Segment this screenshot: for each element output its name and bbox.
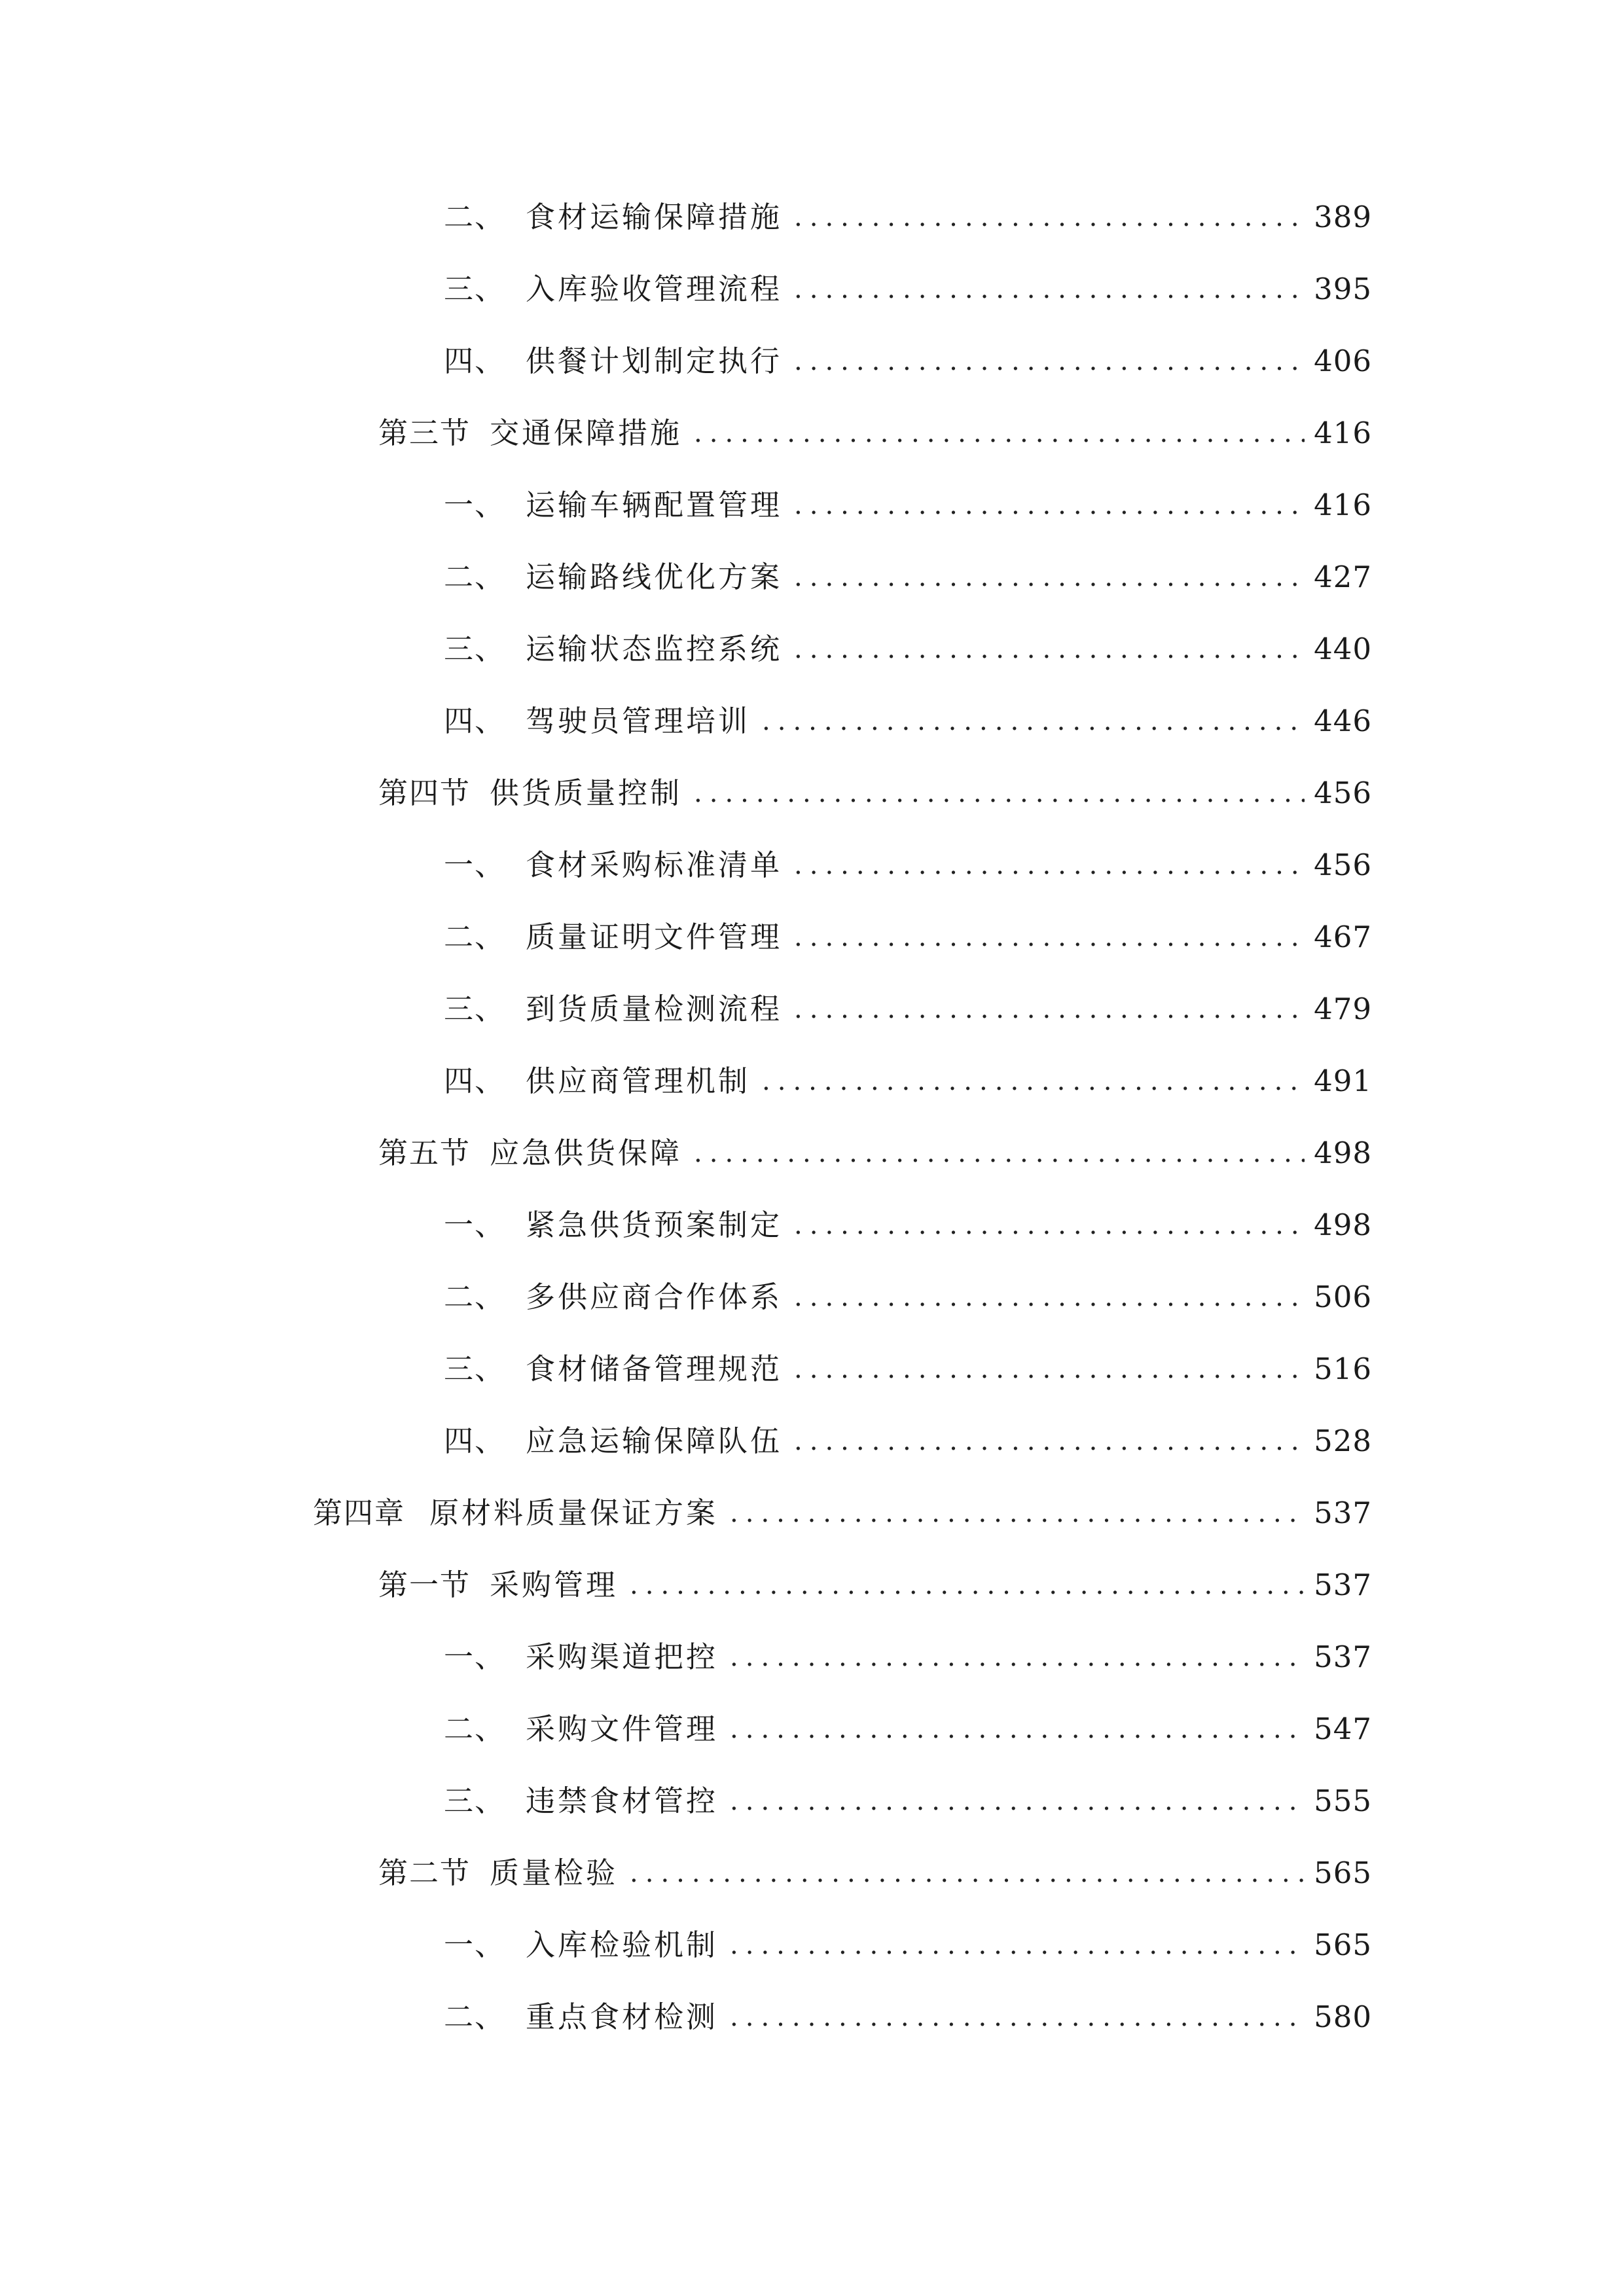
toc-entry-number: 四、 <box>444 1424 506 1458</box>
toc-entry-page: 446 <box>1314 704 1372 738</box>
toc-entry[interactable] <box>444 1775 1372 1827</box>
toc-entry-page: 565 <box>1314 1856 1372 1890</box>
toc-entry[interactable] <box>444 1199 1372 1251</box>
dot-leader <box>794 479 1305 531</box>
toc-entry-number: 四、 <box>444 344 506 378</box>
dot-leader <box>630 1847 1305 1899</box>
toc-entry-title: 采购管理 <box>490 1568 619 1602</box>
toc-entry-title: 食材采购标准清单 <box>526 848 783 882</box>
toc-entry-number: 一、 <box>444 488 506 522</box>
toc-entry-page: 498 <box>1314 1136 1372 1170</box>
toc-entry[interactable] <box>444 1631 1372 1683</box>
dot-leader <box>794 335 1305 387</box>
toc-entry[interactable] <box>444 191 1372 243</box>
toc-entry-title: 入库验收管理流程 <box>526 272 783 306</box>
toc-entry-number: 一、 <box>444 1208 506 1242</box>
toc-entry-title: 入库检验机制 <box>526 1928 719 1962</box>
toc-entry-number: 二、 <box>444 2000 506 2034</box>
toc-entry-number: 一、 <box>444 1928 506 1962</box>
toc-entry-title: 采购渠道把控 <box>526 1640 719 1674</box>
dot-leader <box>794 623 1305 675</box>
toc-entry-section[interactable] <box>378 767 1372 819</box>
toc-entry-page: 416 <box>1314 416 1372 450</box>
dot-leader <box>794 263 1305 315</box>
toc-entry-page: 467 <box>1314 920 1372 954</box>
toc-entry-section[interactable] <box>378 407 1372 459</box>
toc-entry-title: 供货质量控制 <box>490 776 683 810</box>
toc-entry-number: 三、 <box>444 1352 506 1386</box>
toc-entry-number: 四、 <box>444 704 506 738</box>
toc-entry-title: 重点食材检测 <box>526 2000 719 2034</box>
dot-leader <box>794 1415 1305 1467</box>
toc-entry-title: 质量证明文件管理 <box>526 920 783 954</box>
toc-entry[interactable] <box>444 1991 1372 2043</box>
toc-entry-page: 547 <box>1314 1712 1372 1746</box>
dot-leader <box>730 1487 1305 1539</box>
toc-entry-title: 违禁食材管控 <box>526 1784 719 1818</box>
toc-entry-number: 四、 <box>444 1064 506 1098</box>
toc-entry-page: 389 <box>1314 200 1372 234</box>
toc-entry[interactable] <box>444 551 1372 603</box>
dot-leader <box>762 695 1305 747</box>
toc-entry-number: 三、 <box>444 992 506 1026</box>
toc-entry-page: 537 <box>1314 1496 1372 1530</box>
toc-entry-page: 395 <box>1314 272 1372 306</box>
toc-entry-page: 479 <box>1314 992 1372 1026</box>
toc-entry-page: 491 <box>1314 1064 1372 1098</box>
toc-entry-title: 质量检验 <box>490 1856 619 1890</box>
dot-leader <box>730 1631 1305 1683</box>
toc-entry[interactable] <box>444 479 1372 531</box>
toc-entry[interactable] <box>444 1055 1372 1107</box>
dot-leader <box>794 911 1305 963</box>
toc-entry-title: 原材料质量保证方案 <box>429 1496 719 1530</box>
toc-entry-number: 三、 <box>444 1784 506 1818</box>
toc-entry-title: 到货质量检测流程 <box>526 992 783 1026</box>
toc-entry[interactable] <box>444 983 1372 1035</box>
toc-entry-page: 406 <box>1314 344 1372 378</box>
toc-entry-page: 580 <box>1314 2000 1372 2034</box>
toc-entry-page: 537 <box>1314 1568 1372 1602</box>
toc-entry-number: 第三节 <box>378 416 471 450</box>
toc-entry-title: 供应商管理机制 <box>526 1064 751 1098</box>
toc-entry-page: 440 <box>1314 632 1372 666</box>
toc-entry-number: 三、 <box>444 272 506 306</box>
toc-entry-number: 二、 <box>444 1712 506 1746</box>
toc-entry[interactable] <box>444 1919 1372 1971</box>
dot-leader <box>730 1919 1305 1971</box>
dot-leader <box>794 191 1305 243</box>
dot-leader <box>794 1199 1305 1251</box>
dot-leader <box>694 407 1305 459</box>
dot-leader <box>730 1991 1305 2043</box>
toc-entry-page: 506 <box>1314 1280 1372 1314</box>
dot-leader <box>794 1343 1305 1395</box>
toc-entry-title: 食材储备管理规范 <box>526 1352 783 1386</box>
dot-leader <box>730 1775 1305 1827</box>
toc-entry-number: 二、 <box>444 200 506 234</box>
toc-entry[interactable] <box>444 1703 1372 1755</box>
toc-entry-title: 食材运输保障措施 <box>526 200 783 234</box>
toc-entry-chapter[interactable] <box>313 1487 1372 1539</box>
toc-entry-number: 第四章 <box>313 1496 406 1530</box>
toc-entry-page: 537 <box>1314 1640 1372 1674</box>
dot-leader <box>794 983 1305 1035</box>
toc-entry-section[interactable] <box>378 1847 1372 1899</box>
toc-entry-title: 运输路线优化方案 <box>526 560 783 594</box>
toc-entry-title: 运输车辆配置管理 <box>526 488 783 522</box>
toc-entry-title: 驾驶员管理培训 <box>526 704 751 738</box>
toc-entry[interactable] <box>444 1271 1372 1323</box>
toc-entry-number: 二、 <box>444 920 506 954</box>
dot-leader <box>794 839 1305 891</box>
toc-entry-number: 第一节 <box>378 1568 471 1602</box>
toc-entry-title: 多供应商合作体系 <box>526 1280 783 1314</box>
toc-entry[interactable] <box>444 623 1372 675</box>
toc-entry-page: 498 <box>1314 1208 1372 1242</box>
toc-entry-page: 427 <box>1314 560 1372 594</box>
toc-entry-page: 528 <box>1314 1424 1372 1458</box>
toc-entry[interactable] <box>444 1343 1372 1395</box>
toc-entry-number: 一、 <box>444 848 506 882</box>
dot-leader <box>762 1055 1305 1107</box>
toc-entry-number: 二、 <box>444 1280 506 1314</box>
toc-entry-page: 565 <box>1314 1928 1372 1962</box>
dot-leader <box>730 1703 1305 1755</box>
dot-leader <box>630 1559 1305 1611</box>
toc-entry-number: 二、 <box>444 560 506 594</box>
toc-entry[interactable] <box>444 263 1372 315</box>
toc-entry-number: 第四节 <box>378 776 471 810</box>
toc-entry-title: 应急运输保障队伍 <box>526 1424 783 1458</box>
toc-entry-number: 一、 <box>444 1640 506 1674</box>
dot-leader <box>794 1271 1305 1323</box>
toc-entry-title: 运输状态监控系统 <box>526 632 783 666</box>
toc-entry-page: 555 <box>1314 1784 1372 1818</box>
toc-entry-title: 应急供货保障 <box>490 1136 683 1170</box>
toc-entry-page: 456 <box>1314 776 1372 810</box>
toc-entry-section[interactable] <box>378 1127 1372 1179</box>
toc-entry-number: 第二节 <box>378 1856 471 1890</box>
toc-entry-page: 416 <box>1314 488 1372 522</box>
toc-entry[interactable] <box>444 335 1372 387</box>
toc-entry-number: 第五节 <box>378 1136 471 1170</box>
toc-entry-page: 456 <box>1314 848 1372 882</box>
toc-entry-title: 供餐计划制定执行 <box>526 344 783 378</box>
toc-entry-title: 交通保障措施 <box>490 416 683 450</box>
toc-entry[interactable] <box>444 911 1372 963</box>
dot-leader <box>694 767 1305 819</box>
toc-entry[interactable] <box>444 1415 1372 1467</box>
toc-entry-number: 三、 <box>444 632 506 666</box>
dot-leader <box>794 551 1305 603</box>
dot-leader <box>694 1127 1305 1179</box>
toc-entry-title: 紧急供货预案制定 <box>526 1208 783 1242</box>
toc-entry-page: 516 <box>1314 1352 1372 1386</box>
toc-entry-section[interactable] <box>378 1559 1372 1611</box>
toc-entry[interactable] <box>444 839 1372 891</box>
toc-entry-title: 采购文件管理 <box>526 1712 719 1746</box>
toc-entry[interactable] <box>444 695 1372 747</box>
